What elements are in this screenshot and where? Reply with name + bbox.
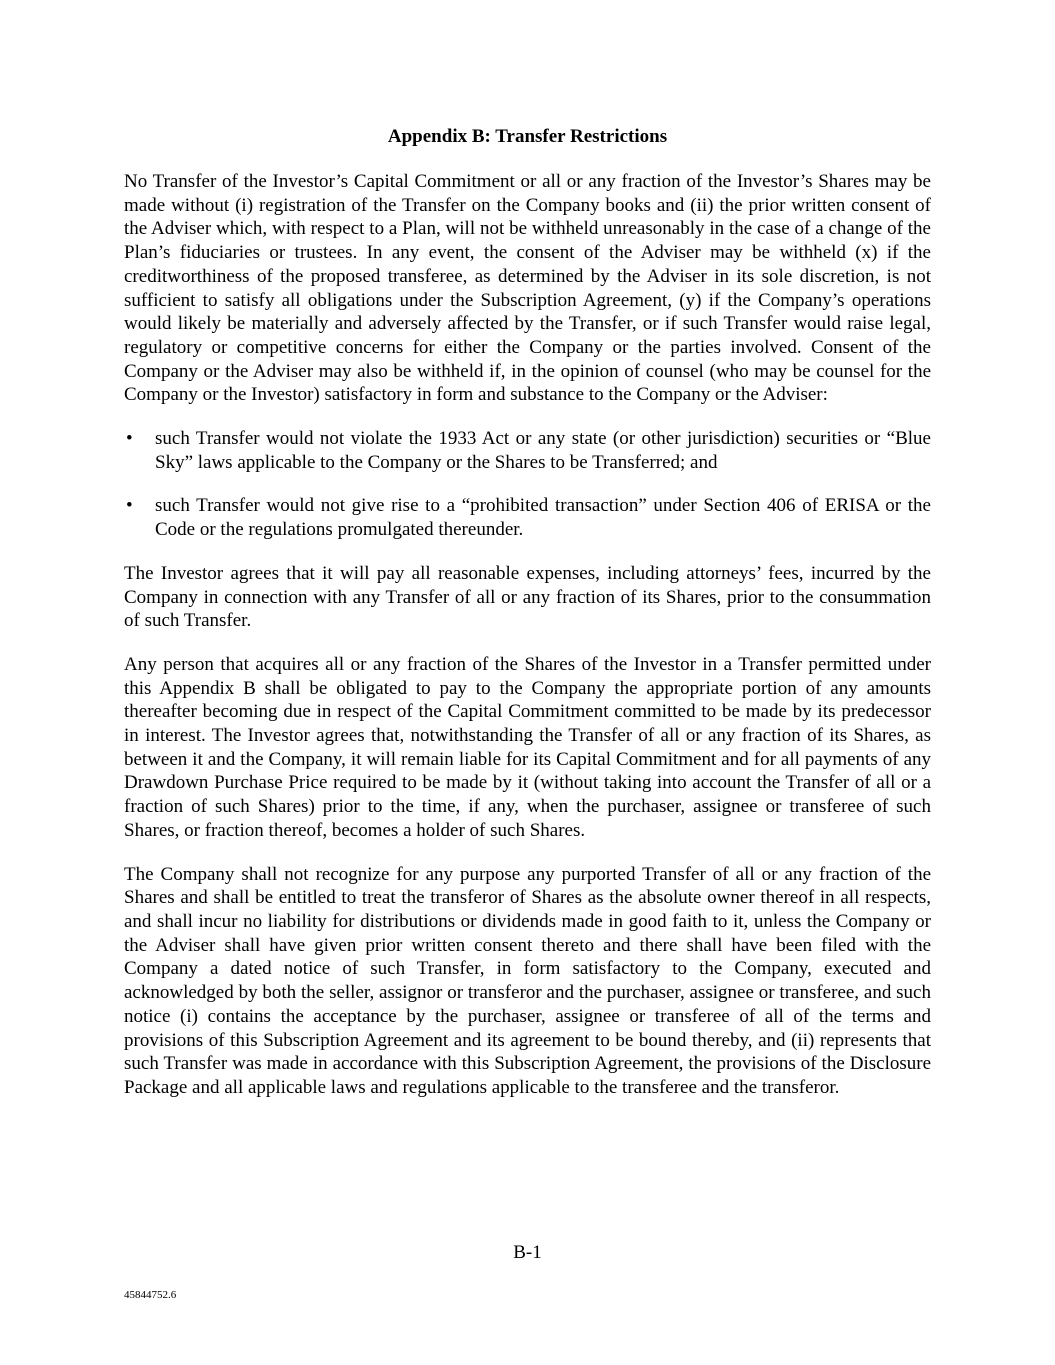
list-item: [124, 427, 931, 474]
bullet-list: [124, 427, 931, 542]
bullet-icon: •: [126, 495, 133, 517]
document-body: [124, 170, 931, 1120]
page-number: B-1: [513, 1242, 542, 1263]
paragraph-recognition: The Company shall not recognize for any purpose any purported Transfer of all or any fraction of the Shares and shall be entitled to treat the transferor of Shares as the absolute owner thereof in all respects, and shall incur no liability for distributions or dividends made in good faith to it, unless the Company or the Adviser shall have given prior written consent thereto and there shall have been filed with the Company a dated notice of such Transfer, in form satisfactory to the Company, executed and acknowledged by both the seller, assignor or transferor and the purchaser, assignee or transferee, and such notice (i) contains the acceptance by the purchaser, assignee or transferee of all of the terms and provisions of this Subscription Agreement and its agreement to be bound thereby, and (ii) represents that such Transfer was made in accordance with this Subscription Agreement, the provisions of the Disclosure Package and all applicable laws and regulations applicable to the transferee and the transferor.: [124, 863, 931, 1098]
bullet-icon: •: [126, 428, 133, 450]
list-item: [124, 494, 931, 541]
paragraph-expenses: The Investor agrees that it will pay all reasonable expenses, including attorneys’ fees, incurred by the Company in connection with any Transfer of all or any fraction of its Shares, prior to the consummation of such Transfer.: [124, 562, 931, 632]
page-title: Appendix B: Transfer Restrictions: [387, 126, 668, 147]
list-item-text: such Transfer would not violate the 1933 Act or any state (or other jurisdiction) securities or “Blue Sky” laws applicable to the Company or the Shares to be Transferred; and: [155, 428, 931, 473]
list-item-text: such Transfer would not give rise to a “prohibited transaction” under Section 406 of ERISA or the Code or the regulations promulgated thereunder.: [155, 495, 931, 541]
document-id: 45844752.6: [124, 1289, 177, 1301]
paragraph-acquirer-obligations: Any person that acquires all or any fraction of the Shares of the Investor in a Transfer permitted under this Appendix B shall be obligated to pay to the Company the appropriate portion of any amounts thereafter becoming due in respect of the Capital Commitment committed to be made by its predecessor in interest. The Investor agrees that, notwithstanding the Transfer of all or any fraction of its Shares, as between it and the Company, it will remain liable for its Capital Commitment and for all payments of any Drawdown Purchase Price required to be made by it (without taking into account the Transfer of all or a fraction of such Shares) prior to the time, if any, when the purchaser, assignee or transferee of such Shares, or fraction thereof, becomes a holder of such Shares.: [124, 653, 931, 841]
paragraph-consent-requirements: No Transfer of the Investor’s Capital Commitment or all or any fraction of the Investor’s Shares may be made without (i) registration of the Transfer on the Company books and (ii) the prior written consent of the Adviser which, with respect to a Plan, will not be withheld unreasonably in the case of a change of the Plan’s fiduciaries or trustees. In any event, the consent of the Adviser may be withheld (x) if the creditworthiness of the proposed transferee, as determined by the Adviser in its sole discretion, is not sufficient to satisfy all obligations under the Subscription Agreement, (y) if the Company’s operations would likely be materially and adversely affected by the Transfer, or if such Transfer would raise legal, regulatory or competitive concerns for either the Company or the parties involved. Consent of the Company or the Adviser may also be withheld if, in the opinion of counsel (who may be counsel for the Company or the Investor) satisfactory in form and substance to the Company or the Adviser:: [124, 171, 931, 406]
